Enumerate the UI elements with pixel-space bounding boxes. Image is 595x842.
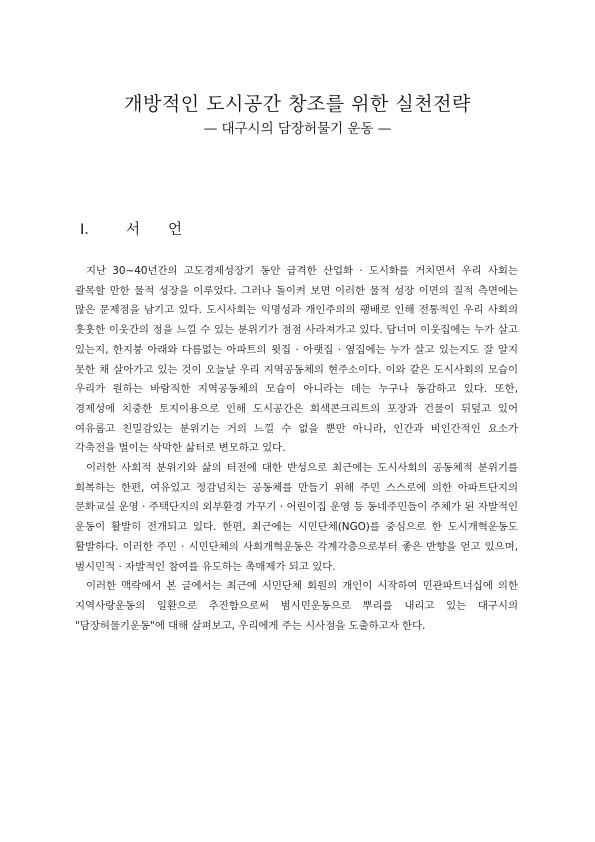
- paper-subtitle: — 대구시의 담장허물기 운동 —: [203, 121, 392, 137]
- paragraph-2: 이러한 사회적 분위기와 삶의 터전에 대한 반성으로 최근에는 도시사회의 공동체적 분위기를 회복하는 한편, 여유있고 정감넘치는 공동체를 만들기 위해 주민 스스로에 의한 아파트단지의 문화교실 운영 · 주택단지의 외부환경 가꾸기 · 어린이집 운영 등 동네주민들이 주체가 된 자발적인 운동이 활발히 전개되고 있다. 한편, 최근에는 시민단체(NGO)를 중심으로 한 도시개혁운동도 활발하다. 이러한 주민 · 시민단체의 사회개혁운동은 각계각층으로부터 좋은 반향을 얻고 있으며, 범시민적 · 자발적인 참여를 유도하는 촉매제가 되고 있다.: [75, 462, 518, 573]
- body-text: [75, 262, 518, 636]
- section-heading: [80, 221, 210, 239]
- section-number: Ⅰ.: [80, 222, 89, 238]
- paper-title: 개방적인 도시공간 창조를 위한 실천전략: [124, 93, 471, 115]
- section-title: 서언: [126, 222, 211, 238]
- paragraph-3: 이러한 맥락에서 본 글에서는 최근에 시민단체 회원의 개인이 시작하여 민관파트너십에 의한 지역사랑운동의 일환으로 추진함으로써 범시민운동으로 뿌리를 내리고 있는 대구시의 "담장허물기운동"에 대해 살펴보고, 우리에게 주는 시사점을 도출하고자 한다.: [75, 580, 518, 632]
- paragraph-1: 지난 30~40년간의 고도경제성장기 동안 급격한 산업화 · 도시화를 거치면서 우리 사회는 괄목할 만한 물적 성장을 이루었다. 그러나 돌이켜 보면 이러한 물적 성장 이면의 질적 측면에는 많은 문제점을 남기고 있다. 도시사회는 익명성과 개인주의의 팽배로 인해 전통적인 우리 사회의 훗훗한 이웃간의 정을 느낄 수 있는 분위기가 점점 사라져가고 있다. 담너머 이웃집에는 누가 살고 있는지, 한지붕 아래와 다름없는 아파트의 윗집 · 아랫집 · 옆집에는 누가 살고 있는지도 잘 알지 못한 채 살아가고 있는 것이 오늘날 우리 지역공동체의 현주소이다. 이와 같은 도시사회의 모습이 우리가 원하는 바람직한 지역공동체의 모습이 아니라는 데는 누구나 동감하고 있다. 또한, 경제성에 치중한 토지이용으로 인해 도시공간은 회색콘크리트의 포장과 건물이 뒤덮고 있어 여유롭고 친밀감있는 분위기는 거의 느낄 수 없을 뿐만 아니라, 인간과 비인간적인 요소가 각축전을 벌이는 삭막한 삶터로 변모하고 있다.: [75, 265, 518, 455]
